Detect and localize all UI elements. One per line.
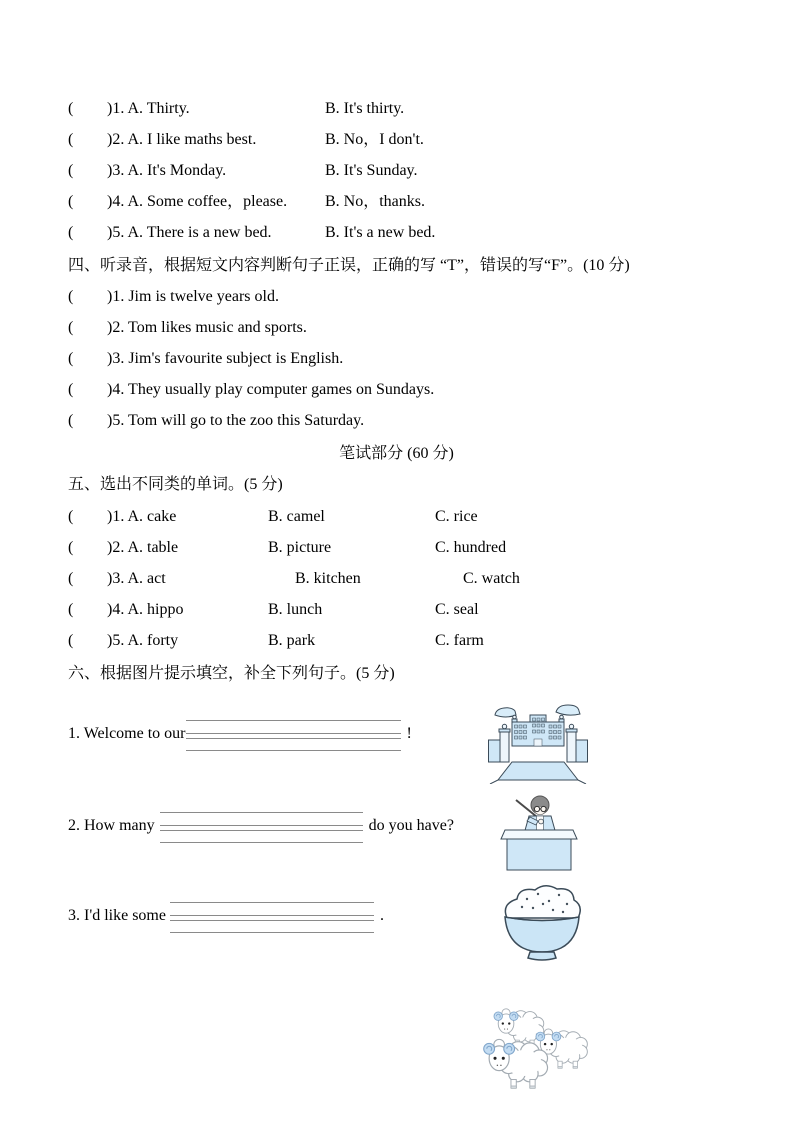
sentence-2 [68,810,454,841]
teacher-at-podium-image [500,790,578,872]
mc-row-2 [68,124,728,155]
option-b: B. park [268,632,316,649]
option-a: )5. A. There is a new bed. [107,224,272,241]
option-b: B. It's thirty. [325,100,405,117]
school-gate-image [488,700,588,784]
option-a: )4. A. hippo [107,601,184,618]
option-c: C. farm [435,632,484,649]
answer-blank-lines[interactable] [186,720,401,751]
section4-heading: 四、听录音，根据短文内容判断句子正误，正确的写 “T”，错误的写“F”。(10 分) [68,257,630,274]
listening-mc-section [68,93,728,248]
tf-statement: )5. Tom will go to the zoo this Saturday. [107,412,365,429]
tf-statement: )4. They usually play computer games on Sundays. [107,381,435,398]
teacher-at-podium-illustration [500,790,578,872]
sentence-3 [68,900,384,931]
option-c: C. rice [435,508,478,525]
tf-statement: )3. Jim's favourite subject is English. [107,350,344,367]
odd-row-4 [68,594,728,625]
odd-row-1 [68,501,728,532]
tf-row-2 [68,312,728,343]
option-b: B. lunch [268,601,323,618]
tf-row-4 [68,374,728,405]
tf-row-3 [68,343,728,374]
option-a: )1. A. Thirty. [107,100,190,117]
written-part-title: 笔试部分 (60 分) [339,445,454,462]
option-b: B. It's a new bed. [325,224,436,241]
answer-bracket[interactable]: ( [68,162,74,179]
option-c: C. hundred [435,539,507,556]
option-a: )4. A. Some coffee，please. [107,193,288,210]
option-a: )5. A. forty [107,632,179,649]
answer-bracket[interactable]: ( [68,601,74,618]
odd-row-2 [68,532,728,563]
answer-bracket[interactable]: ( [68,319,74,336]
sheep-flock-illustration [483,1005,595,1100]
mc-row-3 [68,155,728,186]
bowl-of-rice-image [497,882,587,962]
answer-bracket[interactable]: ( [68,288,74,305]
answer-bracket[interactable]: ( [68,193,74,210]
answer-bracket[interactable]: ( [68,131,74,148]
option-a: )2. A. table [107,539,179,556]
answer-blank-lines[interactable] [170,902,374,933]
odd-row-3 [68,563,728,594]
odd-row-5 [68,625,728,656]
option-c: C. seal [435,601,479,618]
tf-statement: )1. Jim is twelve years old. [107,288,279,305]
option-a: )2. A. I like maths best. [107,131,257,148]
answer-bracket[interactable]: ( [68,350,74,367]
sentence-1-prefix: 1. Welcome to our [68,725,186,742]
sentence-1 [68,718,412,749]
sentence-3-suffix: . [379,907,384,924]
tf-statement: )2. Tom likes music and sports. [107,319,307,336]
sentence-2-prefix: 2. How many [68,817,155,834]
option-b: B. It's Sunday. [325,162,418,179]
answer-bracket[interactable]: ( [68,224,74,241]
sheep-flock-image [483,1005,595,1100]
option-b: B. No，thanks. [325,193,426,210]
tf-row-5 [68,405,728,436]
mc-row-4 [68,186,728,217]
mc-row-5 [68,217,728,248]
odd-one-out-section [68,501,728,656]
listening-tf-section [68,281,728,436]
option-b: B. camel [268,508,325,525]
bowl-of-rice-illustration [497,882,587,962]
sentence-3-prefix: 3. I'd like some [68,907,166,924]
option-b: B. No，I don't. [325,131,424,148]
answer-bracket[interactable]: ( [68,100,74,117]
sentence-1-suffix: ! [406,725,412,742]
option-a: )3. A. It's Monday. [107,162,227,179]
section5-heading: 五、选出不同类的单词。(5 分) [68,476,283,493]
school-gate-illustration [488,700,588,784]
answer-bracket[interactable]: ( [68,539,74,556]
option-b: B. picture [268,539,332,556]
answer-bracket[interactable]: ( [68,632,74,649]
option-b: B. kitchen [295,570,361,587]
tf-row-1 [68,281,728,312]
option-a: )1. A. cake [107,508,177,525]
mc-row-1 [68,93,728,124]
sentence-2-suffix: do you have? [368,817,454,834]
option-c: C. watch [463,570,520,587]
section6-heading: 六、根据图片提示填空，补全下列句子。(5 分) [68,665,395,682]
option-a: )3. A. act [107,570,166,587]
answer-bracket[interactable]: ( [68,381,74,398]
answer-blank-lines[interactable] [160,812,363,843]
answer-bracket[interactable]: ( [68,508,74,525]
answer-bracket[interactable]: ( [68,412,74,429]
answer-bracket[interactable]: ( [68,570,74,587]
